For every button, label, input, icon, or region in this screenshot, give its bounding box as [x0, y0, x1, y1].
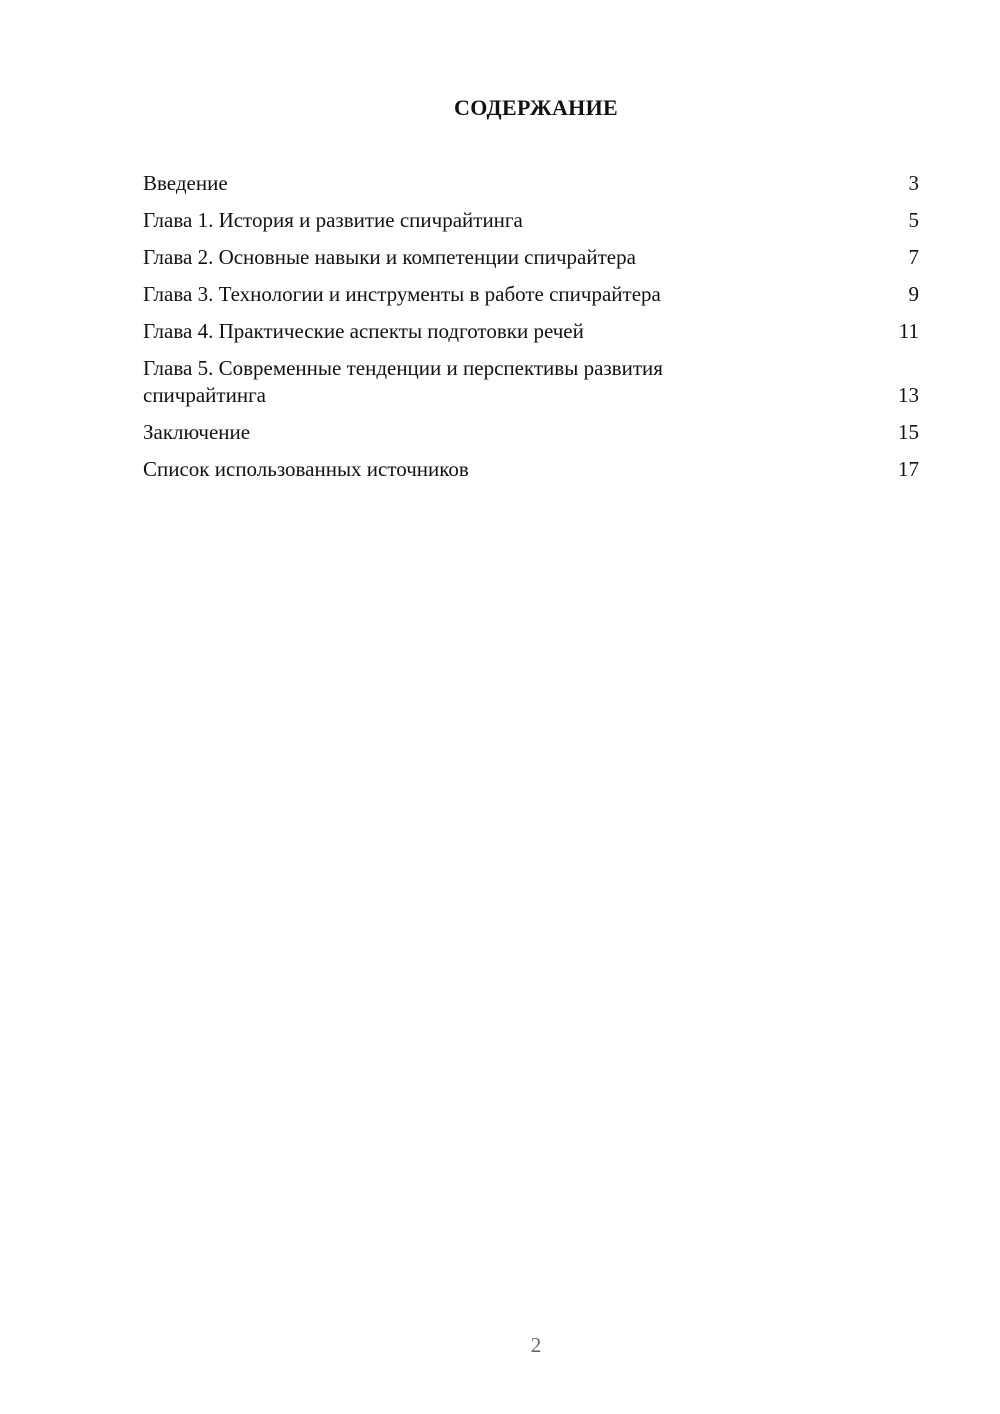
- toc-entry-page: 9: [908, 282, 919, 306]
- table-of-contents: [143, 170, 919, 493]
- toc-entry-page: 15: [898, 420, 919, 444]
- toc-entry-title: Глава 4. Практические аспекты подготовки речей: [143, 319, 584, 343]
- toc-entry-chapter-3: [143, 281, 919, 308]
- toc-entry-title: Глава 2. Основные навыки и компетенции спичрайтера: [143, 245, 636, 269]
- page-number: 2: [530, 1333, 542, 1357]
- toc-entry-page: 11: [898, 319, 919, 343]
- toc-entry-page: 5: [908, 208, 919, 232]
- toc-entry-page: 13: [898, 383, 919, 407]
- page-title: СОДЕРЖАНИЕ: [454, 95, 618, 120]
- toc-entry-chapter-1: [143, 207, 919, 234]
- toc-entry-introduction: [143, 170, 919, 197]
- toc-entry-title: Введение: [143, 171, 228, 195]
- toc-entry-chapter-5: [143, 355, 919, 409]
- toc-entry-page: 3: [908, 171, 919, 195]
- toc-entry-title: Заключение: [143, 420, 251, 444]
- toc-entry-references: [143, 456, 919, 483]
- toc-entry-chapter-4: [143, 318, 919, 345]
- toc-entry-conclusion: [143, 419, 919, 446]
- toc-entry-title: Глава 1. История и развитие спичрайтинга: [143, 208, 523, 232]
- toc-entry-chapter-2: [143, 244, 919, 271]
- toc-entry-page: 7: [908, 245, 919, 269]
- toc-entry-title: Глава 5. Современные тенденции и перспективы развития спичрайтинга: [143, 356, 663, 407]
- toc-entry-title: Список использованных источников: [143, 457, 469, 481]
- toc-entry-title: Глава 3. Технологии и инструменты в работе спичрайтера: [143, 282, 661, 306]
- toc-entry-page: 17: [898, 457, 919, 481]
